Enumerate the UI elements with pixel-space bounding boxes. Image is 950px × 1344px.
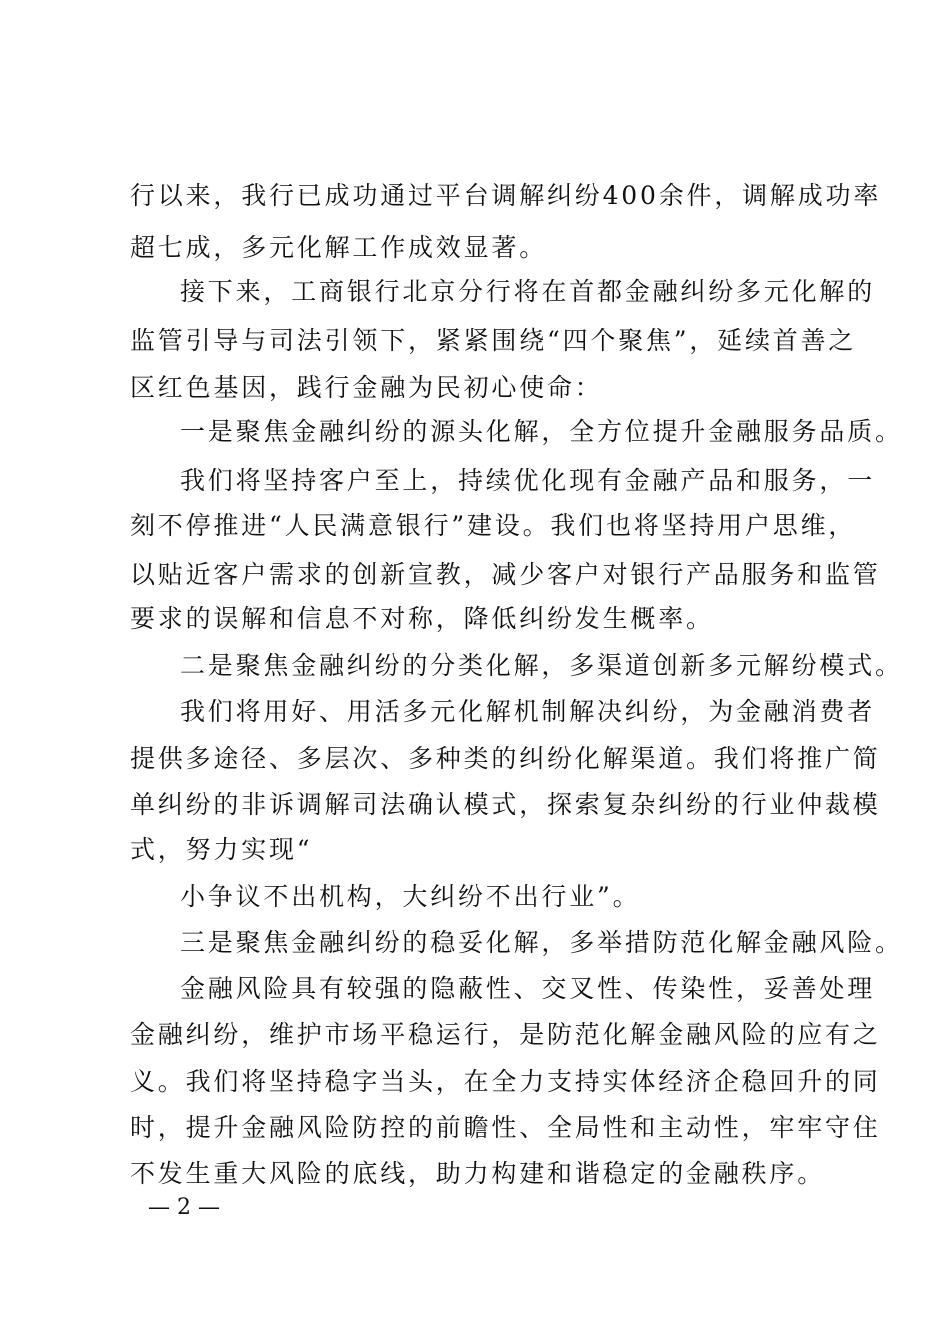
text-line: 金融纠纷，维护市场平稳运行，是防范化解金融风险的应有之: [130, 1020, 881, 1049]
text-line: 区红色基因，践行金融为民初心使命：: [130, 373, 603, 402]
text-line: 二是聚焦金融纠纷的分类化解，多渠道创新多元解纷模式。: [180, 651, 903, 680]
text-line: 义。我们将坚持稳字当头，在全力支持实体经济企稳回升的同: [130, 1067, 881, 1096]
text-line: 式，努力实现“: [130, 835, 313, 864]
text-line: 提供多途径、多层次、多种类的纠纷化解渠道。我们将推广简: [130, 744, 881, 773]
text-line: 不发生重大风险的底线，助力构建和谐稳定的金融秩序。: [130, 1159, 826, 1188]
text-line: 要求的误解和信息不对称，降低纠纷发生概率。: [130, 604, 714, 633]
text-line: 监管引导与司法引领下，紧紧围绕“四个聚焦”，延续首善之: [130, 326, 857, 355]
text-line: 我们将用好、用活多元化解机制解决纠纷，为金融消费者: [180, 697, 876, 726]
text-line: 以贴近客户需求的创新宣教，减少客户对银行产品服务和监管: [130, 560, 881, 589]
text-line: 金融风险具有较强的隐蔽性、交叉性、传染性，妥善处理: [180, 974, 876, 1003]
text-line: 时，提升金融风险防控的前瞻性、全局性和主动性，牢牢守住: [130, 1113, 881, 1142]
text-line: 三是聚焦金融纠纷的稳妥化解，多举措防范化解金融风险。: [180, 928, 903, 957]
text-line: 单纠纷的非诉调解司法确认模式，探索复杂纠纷的行业仲裁模: [130, 790, 881, 819]
text-line: 超七成，多元化解工作成效显著。: [130, 233, 548, 262]
text-line: 小争议不出机构，大纠纷不出行业”。: [180, 882, 641, 911]
text-line: 一是聚焦金融纠纷的源头化解，全方位提升金融服务品质。: [180, 417, 903, 446]
page-number: — 2 —: [148, 1195, 220, 1220]
text-line: 我们将坚持客户至上，持续优化现有金融产品和服务，一: [180, 466, 876, 495]
text-line: 刻不停推进“人民满意银行”建设。我们也将坚持用户思维，: [130, 511, 857, 540]
text-line: 接下来，工商银行北京分行将在首都金融纠纷多元化解的: [180, 277, 876, 306]
text-line: 行以来，我行已成功通过平台调解纠纷400余件，调解成功率: [130, 181, 882, 210]
